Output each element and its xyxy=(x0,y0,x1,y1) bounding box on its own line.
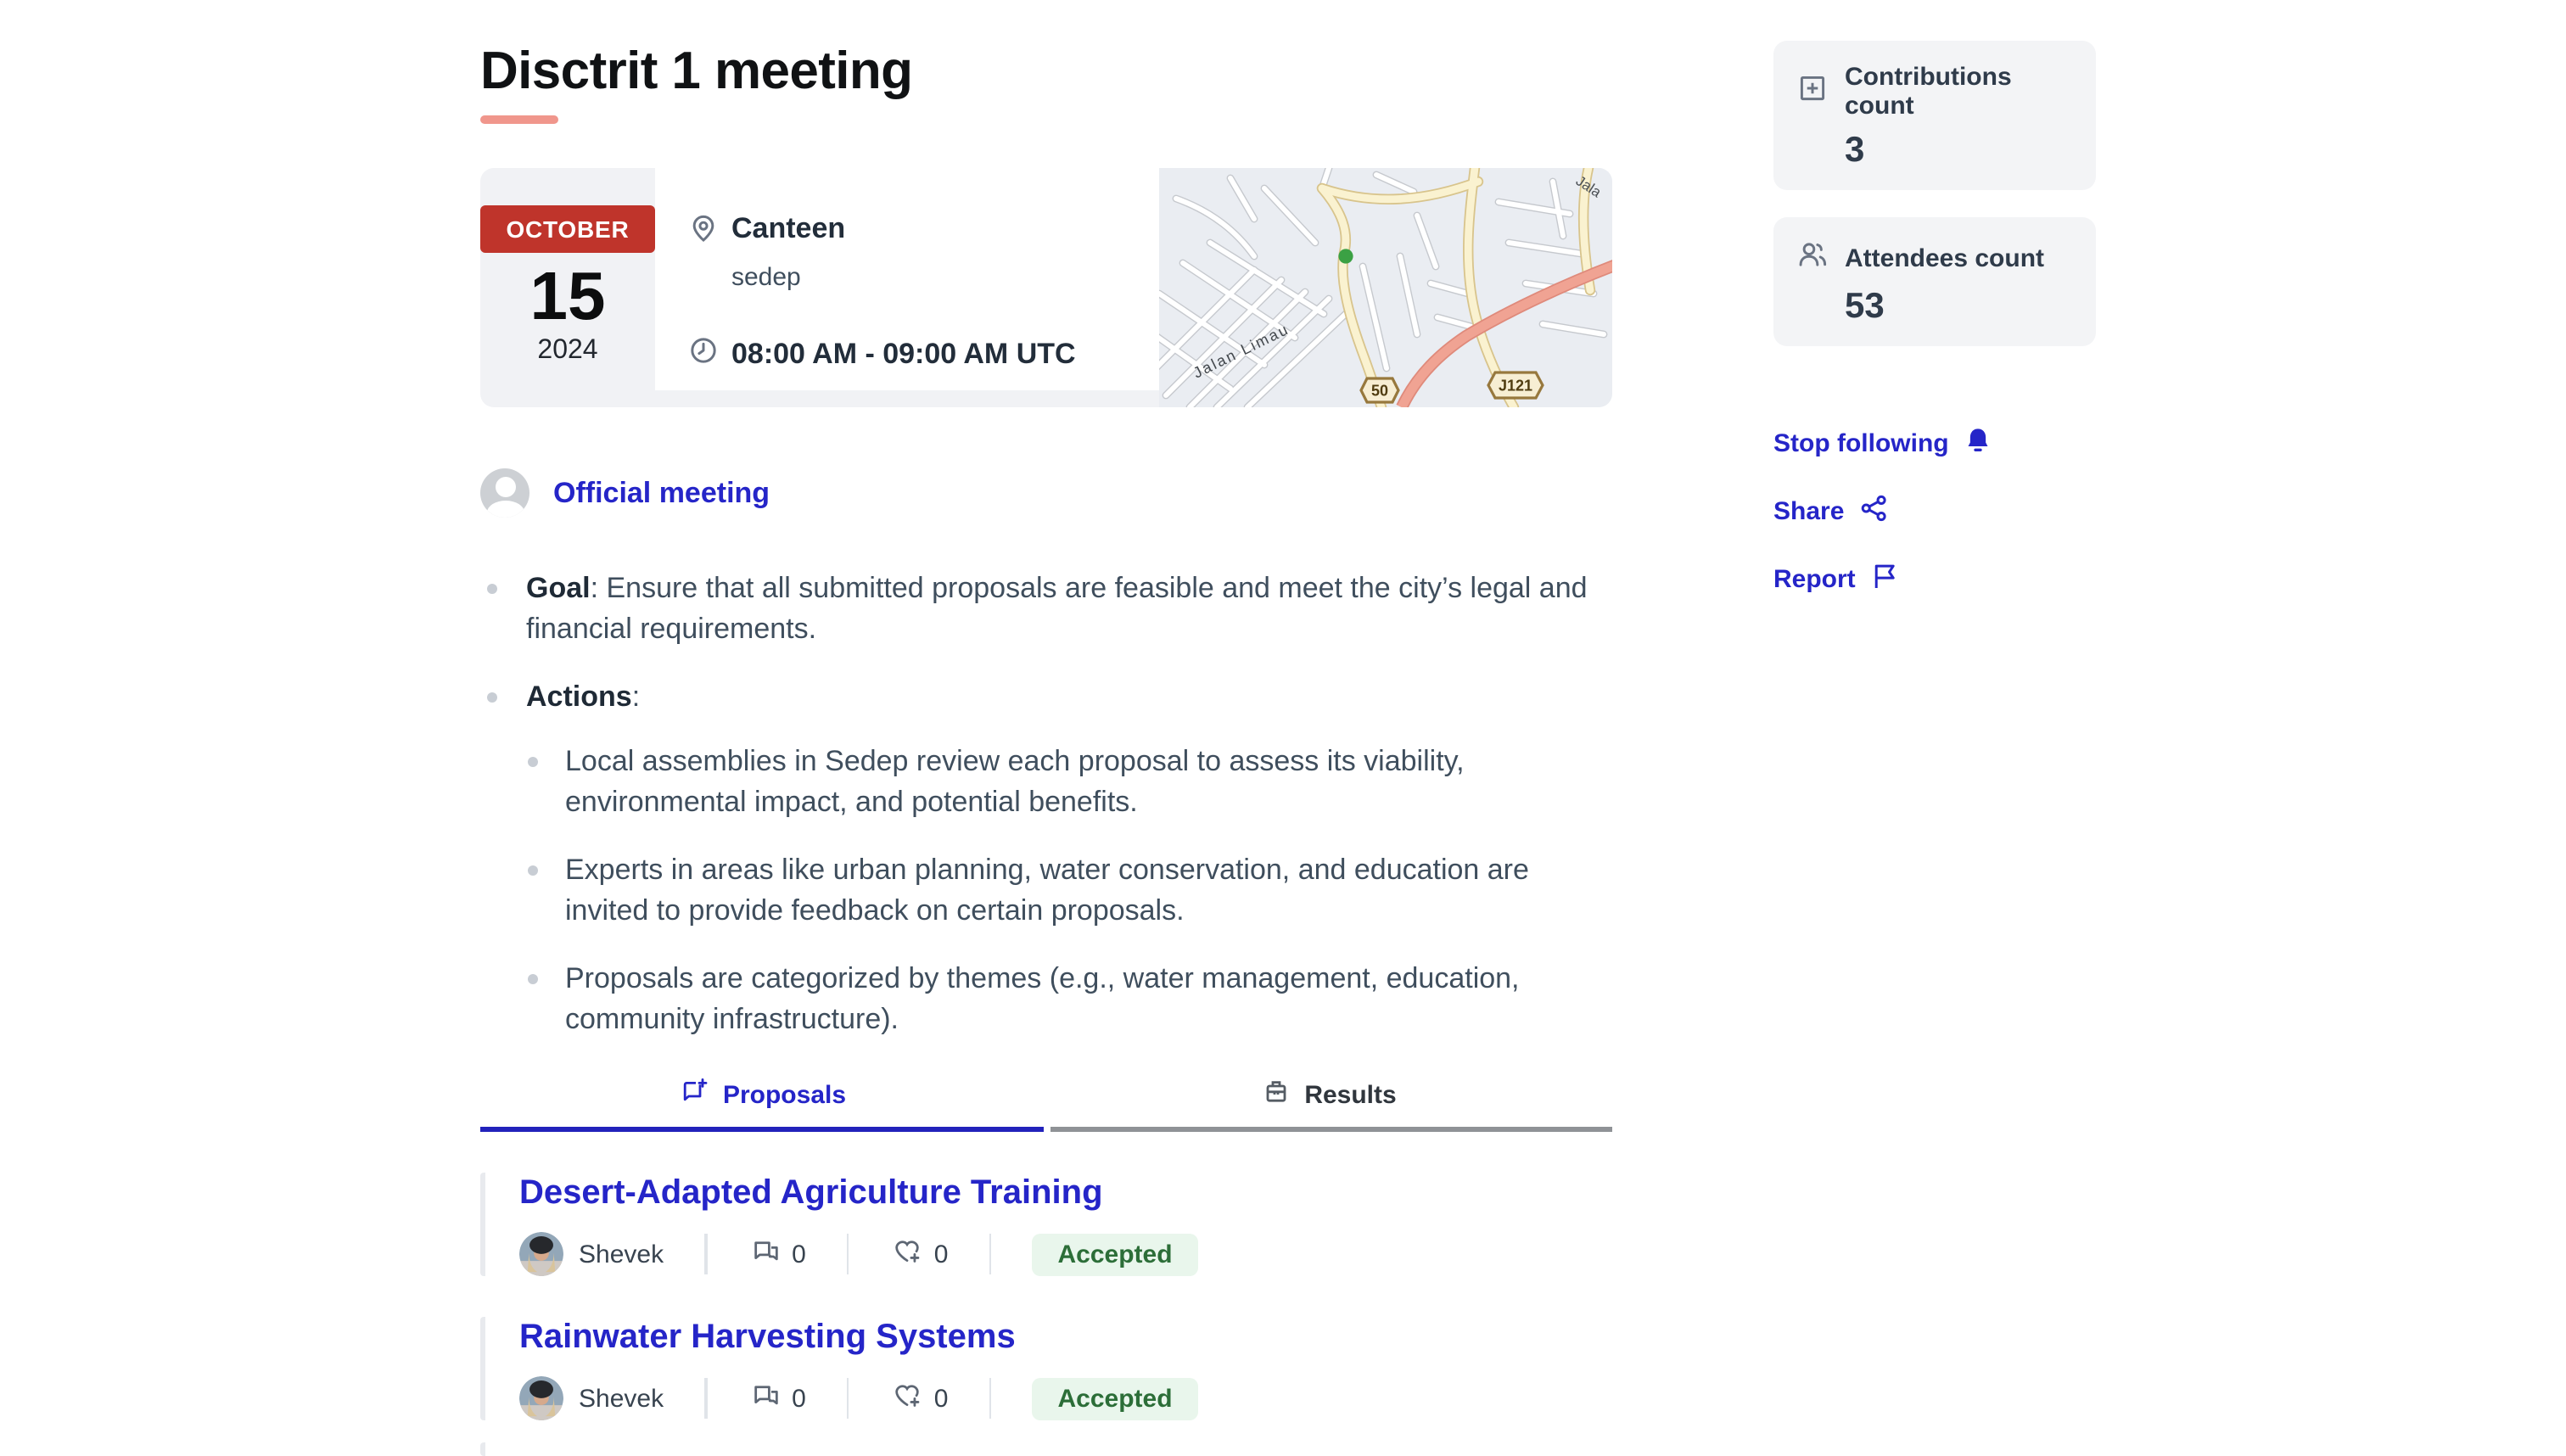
clock-icon xyxy=(689,336,718,373)
location-map[interactable] xyxy=(1159,168,1612,407)
stat-label: Attendees count xyxy=(1845,244,2045,272)
tab-results[interactable]: Results xyxy=(1046,1078,1612,1132)
endorse-heart-icon xyxy=(894,1236,922,1272)
stat-label: Contributions count xyxy=(1845,63,2012,120)
meta-divider xyxy=(704,1234,707,1274)
proposal-endorsements[interactable]: 0 xyxy=(894,1380,949,1416)
main-column xyxy=(480,0,1612,1456)
proposal-item-partial xyxy=(480,1442,1612,1456)
people-icon xyxy=(1797,239,1828,277)
results-tab-icon xyxy=(1262,1078,1289,1112)
map-pin-icon xyxy=(689,214,718,251)
map-marker xyxy=(1338,249,1353,263)
meta-divider xyxy=(847,1234,849,1274)
proposal-author[interactable]: Shevek xyxy=(579,1240,664,1268)
proposal-comments[interactable]: 0 xyxy=(751,1380,806,1416)
description-goal-item: Goal: Ensure that all submitted proposals are feasible and meet the city’s legal and financial requirements. xyxy=(480,568,1612,650)
status-badge: Accepted xyxy=(1032,1233,1197,1275)
tab-proposals[interactable]: Proposals xyxy=(480,1078,1046,1132)
content-tabs xyxy=(480,1078,1612,1132)
sidebar xyxy=(1773,0,2096,630)
meta-divider xyxy=(989,1378,991,1419)
comments-icon xyxy=(751,1236,780,1272)
proposal-item xyxy=(480,1317,1612,1420)
share-icon xyxy=(1859,494,1888,529)
event-day: 15 xyxy=(529,260,606,334)
flag-icon xyxy=(1871,562,1900,597)
event-month: OCTOBER xyxy=(480,205,655,253)
official-avatar xyxy=(480,468,529,518)
author-row xyxy=(480,468,1612,518)
description-sub-item: Proposals are categorized by themes (e.g., water management, education, community infrastructure). xyxy=(526,959,1612,1040)
proposal-endorsements[interactable]: 0 xyxy=(894,1236,949,1272)
stat-value: 53 xyxy=(1845,287,1885,326)
description-sub-item: Experts in areas like urban planning, water conservation, and education are invited to provide feedback on certain proposals. xyxy=(526,850,1612,932)
stop-following-button[interactable]: Stop following xyxy=(1773,426,2096,462)
proposal-comments[interactable]: 0 xyxy=(751,1236,806,1272)
event-card xyxy=(480,168,1612,407)
status-badge: Accepted xyxy=(1032,1377,1197,1420)
road-shield-50 xyxy=(1361,378,1398,402)
description-actions-item: Actions: Local assemblies in Sedep review each proposal to assess its viability, environmental impact, and potential benefits. Experts in areas like urban planning, water conservation, and education are invited to provide feedback on certain proposals. Proposals are categorized by themes (e.g., water management, education, community infrastructure). xyxy=(480,677,1612,1040)
inactive-tab-underline xyxy=(1050,1126,1612,1132)
proposal-title-link[interactable]: Rainwater Harvesting Systems xyxy=(519,1319,1016,1356)
meta-divider xyxy=(704,1378,707,1419)
page-title: Disctrit 1 meeting xyxy=(480,41,913,100)
comments-icon xyxy=(751,1380,780,1416)
proposal-item xyxy=(480,1173,1612,1276)
proposal-author[interactable]: Shevek xyxy=(579,1384,664,1413)
event-details xyxy=(655,168,1159,390)
event-time: 08:00 AM - 09:00 AM UTC xyxy=(731,338,1076,370)
event-date-block xyxy=(480,168,655,407)
road-shield-j121 xyxy=(1488,372,1543,398)
svg-text:J121: J121 xyxy=(1498,377,1533,395)
meeting-description xyxy=(480,568,1612,1040)
report-button[interactable]: Report xyxy=(1773,562,2096,597)
map-partial-label: Jala xyxy=(1572,172,1605,201)
active-tab-underline xyxy=(480,1126,1043,1132)
svg-text:50: 50 xyxy=(1370,382,1389,400)
description-sub-item: Local assemblies in Sedep review each proposal to assess its viability, environmental impact, and potential benefits. xyxy=(526,742,1612,823)
meta-divider xyxy=(847,1378,849,1419)
share-button[interactable]: Share xyxy=(1773,494,2096,529)
location-detail: sedep xyxy=(731,263,801,292)
attendees-count-card xyxy=(1773,217,2096,346)
plus-square-icon xyxy=(1797,73,1828,110)
author-avatar xyxy=(519,1232,563,1276)
event-year: 2024 xyxy=(537,336,598,365)
bell-icon xyxy=(1964,426,1993,462)
proposal-title-link[interactable]: Desert-Adapted Agriculture Training xyxy=(519,1174,1103,1212)
official-meeting-label: Official meeting xyxy=(553,476,770,508)
endorse-heart-icon xyxy=(894,1380,922,1416)
meta-divider xyxy=(989,1234,991,1274)
stat-value: 3 xyxy=(1845,131,1865,170)
title-accent-bar xyxy=(480,115,558,124)
contributions-count-card xyxy=(1773,41,2096,190)
map-street-label: Jalan Limau xyxy=(1190,320,1292,382)
location-name: Canteen xyxy=(731,212,846,244)
author-avatar xyxy=(519,1376,563,1420)
proposals-tab-icon xyxy=(681,1078,708,1112)
